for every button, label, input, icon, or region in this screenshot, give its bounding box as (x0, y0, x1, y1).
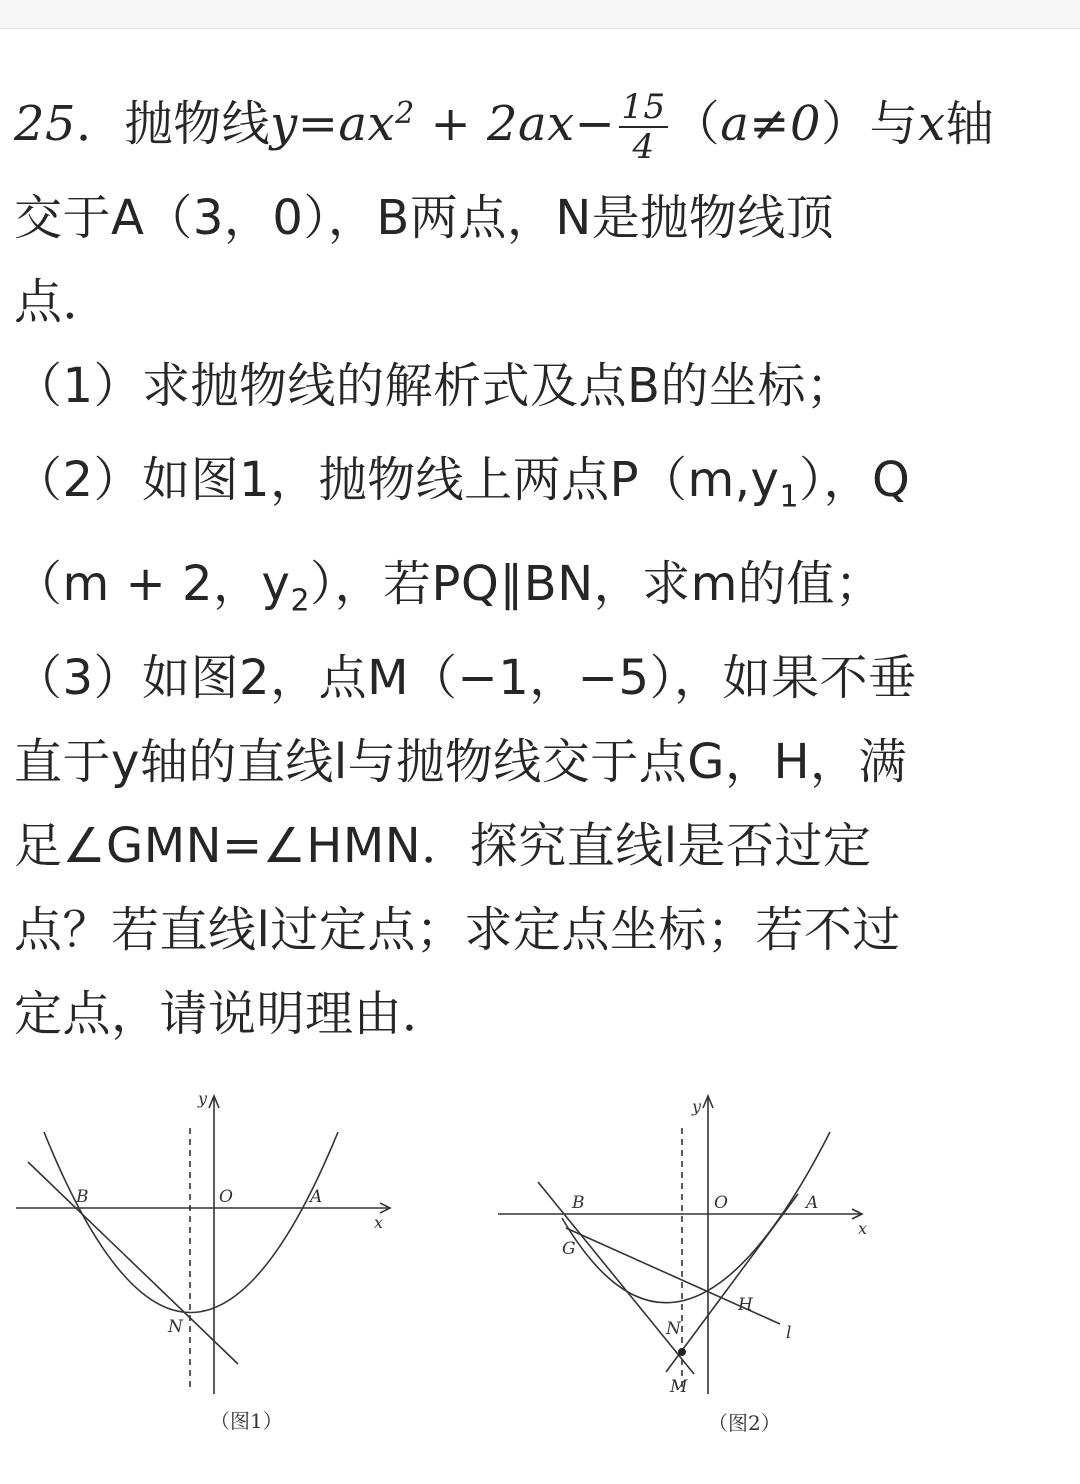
fig2-label-l: l (786, 1323, 792, 1343)
problem-line-3: 点． (14, 274, 112, 330)
part-2-text-a: （2）如图1，抛物线上两点P（m,y (14, 452, 780, 508)
equation-fraction (619, 88, 667, 166)
part-2-text-c: （m + 2，y (14, 556, 291, 612)
fig2-parabola (562, 1132, 830, 1303)
fig1-label-n: N (168, 1317, 183, 1337)
x-variable: x (918, 96, 946, 152)
part-2-text-b: ），Q (799, 452, 911, 508)
fig2-line-mg (538, 1182, 694, 1374)
fig1-label-a: A (310, 1187, 323, 1207)
fig2-y-label: y (692, 1097, 702, 1116)
fig2-label-a: A (806, 1193, 819, 1213)
fig1-label-o: O (219, 1187, 233, 1207)
part-2-line-2 (14, 532, 1064, 636)
equation-part-1: y=ax (270, 96, 396, 152)
fig2-point-m (678, 1348, 686, 1356)
part-3-line-2: 直于y轴的直线l与抛物线交于点G，H，满 (14, 734, 908, 790)
fig2-label-n: N (666, 1319, 681, 1339)
axis-word: 轴 (945, 96, 995, 152)
fig2-label-o: O (714, 1193, 728, 1213)
figure-2 (488, 1088, 888, 1448)
equation-part-2: + 2ax− (414, 96, 616, 152)
part-3-line-5: 定点，请说明理由． (14, 986, 451, 1042)
condition-text: a≠0 (720, 96, 822, 152)
condition-open: （ (671, 96, 721, 152)
fig2-line-mh (666, 1194, 798, 1372)
fig1-label-b: B (76, 1187, 89, 1207)
fig2-label-g: G (562, 1239, 576, 1259)
fraction-denominator: 4 (632, 127, 655, 167)
equation-exponent: 2 (395, 96, 415, 131)
fig1-caption: （图1） (210, 1409, 283, 1433)
fig1-x-label: x (374, 1213, 384, 1232)
subscript-2: 2 (290, 583, 311, 619)
problem-line-1 (14, 72, 1064, 176)
part-1: （1）求抛物线的解析式及点B的坐标； (14, 358, 855, 414)
problem-line-2: 交于A（3，0），B两点，N是抛物线顶 (14, 190, 835, 246)
fig2-caption: （图2） (708, 1411, 781, 1435)
fig1-parabola (44, 1132, 338, 1313)
fig1-line-bn (28, 1162, 238, 1364)
top-status-bar (0, 0, 1080, 29)
fig2-label-b: B (572, 1193, 585, 1213)
subscript-1: 1 (779, 479, 800, 515)
fig1-y-label: y (198, 1089, 208, 1108)
condition-close: ）与 (821, 96, 919, 152)
fig2-x-label: x (858, 1219, 868, 1238)
part-3-line-1: （3）如图2，点M（−1，−5），如果不垂 (14, 650, 917, 706)
part-2-line-1 (14, 428, 1064, 532)
fig2-label-m: M (670, 1377, 688, 1397)
problem-text (14, 72, 1064, 1056)
problem-number: 25 (14, 96, 77, 152)
part-3-line-3: 足∠GMN=∠HMN．探究直线l是否过定 (14, 818, 872, 874)
problem-intro: ．抛物线 (76, 96, 271, 152)
fraction-numerator: 15 (621, 87, 666, 127)
part-3-line-4: 点？若直线l过定点；求定点坐标；若不过 (14, 902, 901, 958)
fig2-label-h: H (738, 1295, 753, 1315)
figure-1 (10, 1088, 410, 1448)
part-2-text-d: ），若PQ∥BN，求m的值； (310, 556, 884, 612)
